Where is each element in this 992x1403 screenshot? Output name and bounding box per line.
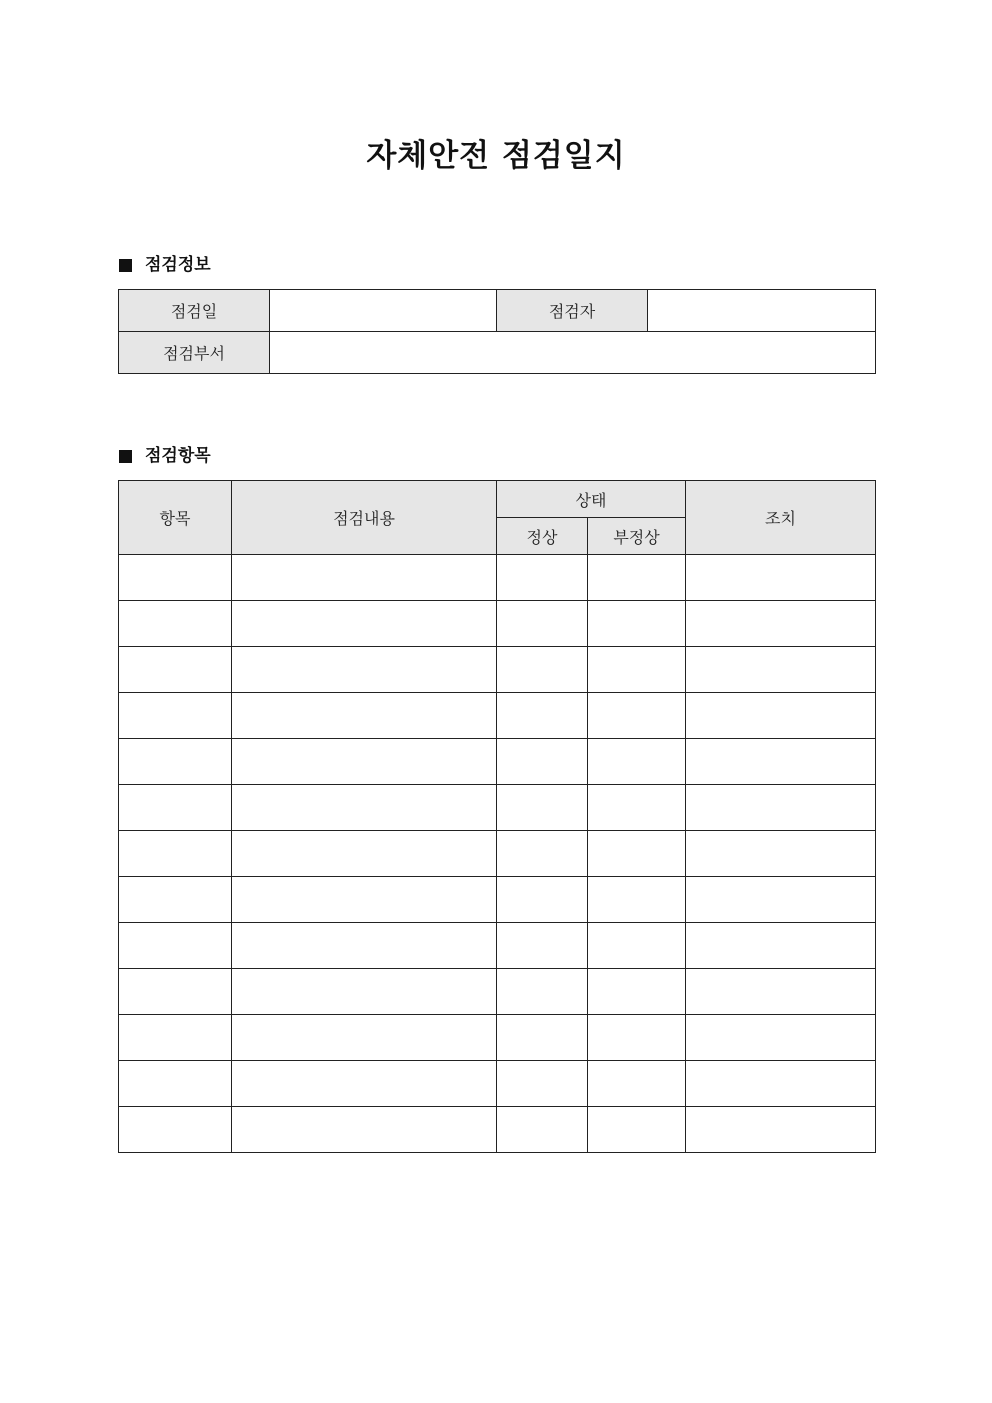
table-row (119, 831, 876, 877)
normal-cell[interactable] (497, 785, 588, 831)
normal-cell[interactable] (497, 831, 588, 877)
content-cell[interactable] (232, 693, 497, 739)
action-cell[interactable] (686, 877, 876, 923)
abnormal-cell[interactable] (588, 739, 686, 785)
item-cell[interactable] (119, 969, 232, 1015)
header-status: 상태 (497, 481, 686, 518)
content-cell[interactable] (232, 1107, 497, 1153)
normal-cell[interactable] (497, 693, 588, 739)
header-content: 점검내용 (232, 481, 497, 555)
action-cell[interactable] (686, 969, 876, 1015)
content-cell[interactable] (232, 923, 497, 969)
department-field[interactable] (270, 332, 876, 374)
item-cell[interactable] (119, 923, 232, 969)
abnormal-cell[interactable] (588, 923, 686, 969)
action-cell[interactable] (686, 1015, 876, 1061)
table-row (119, 1107, 876, 1153)
table-row (119, 969, 876, 1015)
table-row (119, 647, 876, 693)
table-row (119, 923, 876, 969)
content-cell[interactable] (232, 739, 497, 785)
header-abnormal: 부정상 (588, 518, 686, 555)
item-cell[interactable] (119, 1107, 232, 1153)
item-cell[interactable] (119, 831, 232, 877)
item-cell[interactable] (119, 555, 232, 601)
table-row (119, 877, 876, 923)
section-heading-label: 점검정보 (145, 255, 211, 275)
action-cell[interactable] (686, 555, 876, 601)
abnormal-cell[interactable] (588, 647, 686, 693)
abnormal-cell[interactable] (588, 555, 686, 601)
content-cell[interactable] (232, 601, 497, 647)
section-heading-info (119, 253, 211, 277)
abnormal-cell[interactable] (588, 969, 686, 1015)
normal-cell[interactable] (497, 555, 588, 601)
header-action: 조치 (686, 481, 876, 555)
content-cell[interactable] (232, 785, 497, 831)
table-row (119, 693, 876, 739)
document-title: 자체안전 점검일지 (366, 138, 626, 174)
normal-cell[interactable] (497, 601, 588, 647)
content-cell[interactable] (232, 1061, 497, 1107)
table-row (119, 785, 876, 831)
normal-cell[interactable] (497, 739, 588, 785)
table-row (119, 739, 876, 785)
header-normal: 정상 (497, 518, 588, 555)
content-cell[interactable] (232, 969, 497, 1015)
abnormal-cell[interactable] (588, 1061, 686, 1107)
abnormal-cell[interactable] (588, 1015, 686, 1061)
item-cell[interactable] (119, 877, 232, 923)
action-cell[interactable] (686, 1061, 876, 1107)
square-bullet-icon (119, 259, 132, 272)
action-cell[interactable] (686, 693, 876, 739)
content-cell[interactable] (232, 831, 497, 877)
action-cell[interactable] (686, 785, 876, 831)
item-cell[interactable] (119, 601, 232, 647)
abnormal-cell[interactable] (588, 1107, 686, 1153)
item-cell[interactable] (119, 1061, 232, 1107)
abnormal-cell[interactable] (588, 693, 686, 739)
content-cell[interactable] (232, 1015, 497, 1061)
normal-cell[interactable] (497, 877, 588, 923)
inspector-label: 점검자 (497, 290, 648, 332)
action-cell[interactable] (686, 739, 876, 785)
department-label: 점검부서 (119, 332, 270, 374)
header-item: 항목 (119, 481, 232, 555)
item-cell[interactable] (119, 785, 232, 831)
content-cell[interactable] (232, 555, 497, 601)
abnormal-cell[interactable] (588, 601, 686, 647)
normal-cell[interactable] (497, 647, 588, 693)
action-cell[interactable] (686, 1107, 876, 1153)
normal-cell[interactable] (497, 923, 588, 969)
item-cell[interactable] (119, 1015, 232, 1061)
content-cell[interactable] (232, 877, 497, 923)
section-heading-items (119, 444, 211, 468)
inspector-field[interactable] (648, 290, 876, 332)
content-cell[interactable] (232, 647, 497, 693)
inspection-info-table (118, 289, 876, 374)
action-cell[interactable] (686, 601, 876, 647)
square-bullet-icon (119, 450, 132, 463)
normal-cell[interactable] (497, 1107, 588, 1153)
inspection-items-table (118, 480, 876, 1153)
item-cell[interactable] (119, 693, 232, 739)
item-cell[interactable] (119, 647, 232, 693)
inspection-date-field[interactable] (270, 290, 497, 332)
normal-cell[interactable] (497, 1061, 588, 1107)
abnormal-cell[interactable] (588, 831, 686, 877)
action-cell[interactable] (686, 923, 876, 969)
normal-cell[interactable] (497, 1015, 588, 1061)
table-row (119, 1061, 876, 1107)
table-row (119, 555, 876, 601)
table-row (119, 1015, 876, 1061)
item-cell[interactable] (119, 739, 232, 785)
table-row (119, 601, 876, 647)
abnormal-cell[interactable] (588, 877, 686, 923)
normal-cell[interactable] (497, 969, 588, 1015)
inspection-date-label: 점검일 (119, 290, 270, 332)
section-heading-label: 점검항목 (145, 446, 211, 466)
abnormal-cell[interactable] (588, 785, 686, 831)
action-cell[interactable] (686, 647, 876, 693)
action-cell[interactable] (686, 831, 876, 877)
